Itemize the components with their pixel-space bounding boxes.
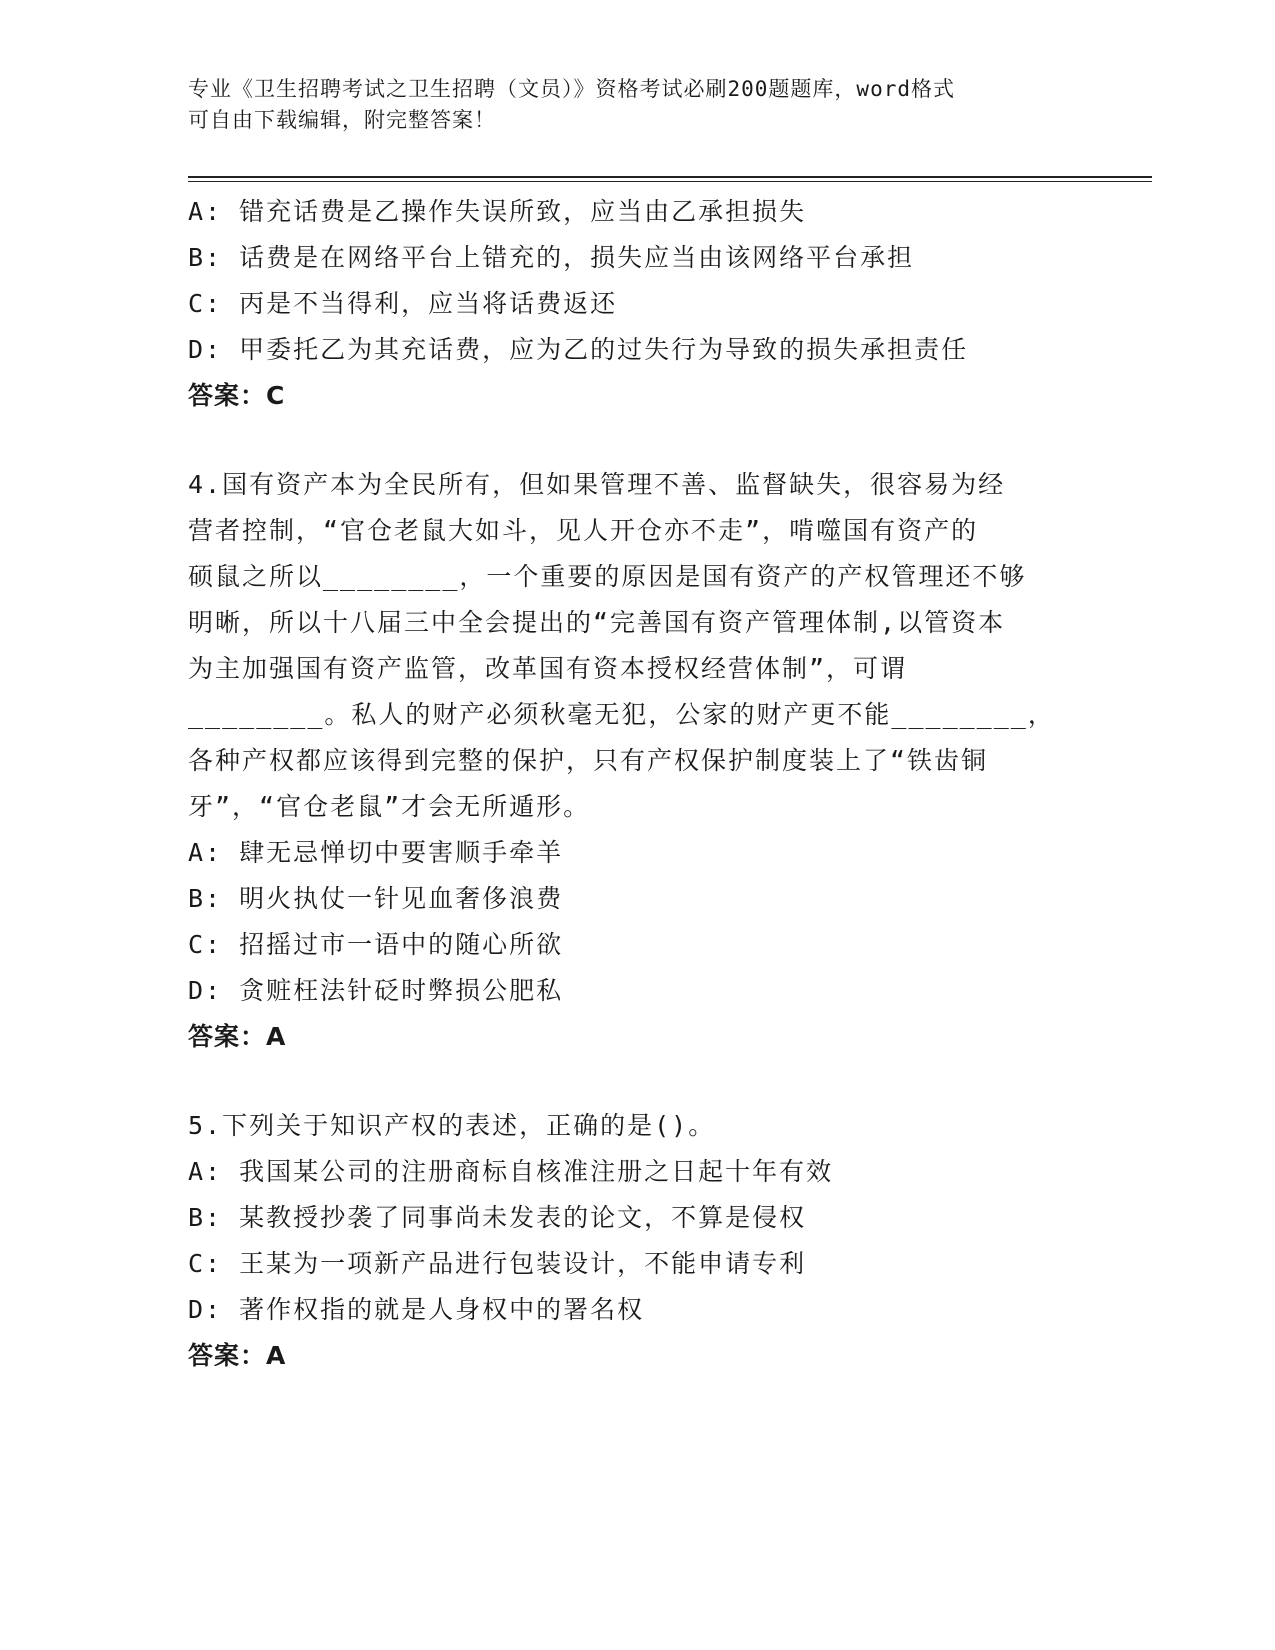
question-3-option-a: A: 错充话费是乙操作失误所致，应当由乙承担损失 — [188, 197, 807, 226]
spacer — [188, 1060, 1088, 1103]
question-3-option-b: B: 话费是在网络平台上错充的，损失应当由该网络平台承担 — [188, 243, 915, 272]
question-5-option-a: A: 我国某公司的注册商标自核准注册之日起十年有效 — [188, 1157, 834, 1186]
question-4-option-b: B: 明火执仗一针见血奢侈浪费 — [188, 884, 564, 913]
question-5-stem-line: 5.下列关于知识产权的表述，正确的是()。 — [188, 1111, 716, 1140]
question-4-stem-line: ________。私人的财产必须秋毫无犯，公家的财产更不能________， — [188, 700, 1055, 729]
question-4-option-a: A: 肆无忌惮切中要害顺手牵羊 — [188, 838, 564, 867]
question-4-option-d: D: 贪赃枉法针砭时弊损公肥私 — [188, 976, 564, 1005]
header-divider-thin — [188, 181, 1152, 182]
question-3-answer: 答案：C — [188, 381, 286, 410]
question-5-answer: 答案：A — [188, 1341, 287, 1370]
question-3-option-d: D: 甲委托乙为其充话费，应为乙的过失行为导致的损失承担责任 — [188, 335, 969, 364]
question-4-stem-line: 牙”，“官仓老鼠”才会无所遁形。 — [188, 792, 591, 821]
question-4-answer: 答案：A — [188, 1022, 287, 1051]
question-4-stem-line: 明晰，所以十八届三中全会提出的“完善国有资产管理体制,以管资本 — [188, 608, 1006, 637]
question-4-stem-line: 为主加强国有资产监管，改革国有资本授权经营体制”，可谓 — [188, 654, 908, 683]
question-content — [188, 189, 1088, 1379]
question-4-option-c: C: 招摇过市一语中的随心所欲 — [188, 930, 564, 959]
question-5-block — [188, 1103, 1088, 1379]
question-4-stem — [188, 462, 1088, 830]
question-3-option-c: C: 丙是不当得利，应当将话费返还 — [188, 289, 618, 318]
question-4-stem-line: 营者控制，“官仓老鼠大如斗，见人开仓亦不走”，啃噬国有资产的 — [188, 516, 979, 545]
spacer — [188, 419, 1088, 462]
header-title-line-2: 可自由下载编辑，附完整答案！ — [188, 108, 496, 132]
document-header — [188, 74, 1088, 136]
header-title-line-1: 专业《卫生招聘考试之卫生招聘（文员）》资格考试必刷200题题库，word格式 — [188, 77, 955, 101]
question-5-option-c: C: 王某为一项新产品进行包装设计，不能申请专利 — [188, 1249, 807, 1278]
question-4-block — [188, 462, 1088, 1060]
question-5-option-b: B: 某教授抄袭了同事尚未发表的论文，不算是侵权 — [188, 1203, 807, 1232]
question-4-stem-line: 硕鼠之所以________，一个重要的原因是国有资产的产权管理还不够 — [188, 562, 1027, 591]
header-divider-thick — [188, 176, 1152, 178]
question-4-stem-line: 4.国有资产本为全民所有，但如果管理不善、监督缺失，很容易为经 — [188, 470, 1006, 499]
question-5-option-d: D: 著作权指的就是人身权中的署名权 — [188, 1295, 645, 1324]
question-4-stem-line: 各种产权都应该得到完整的保护，只有产权保护制度装上了“铁齿铜 — [188, 746, 989, 775]
question-5-stem — [188, 1103, 1088, 1149]
question-3-block — [188, 189, 1088, 419]
